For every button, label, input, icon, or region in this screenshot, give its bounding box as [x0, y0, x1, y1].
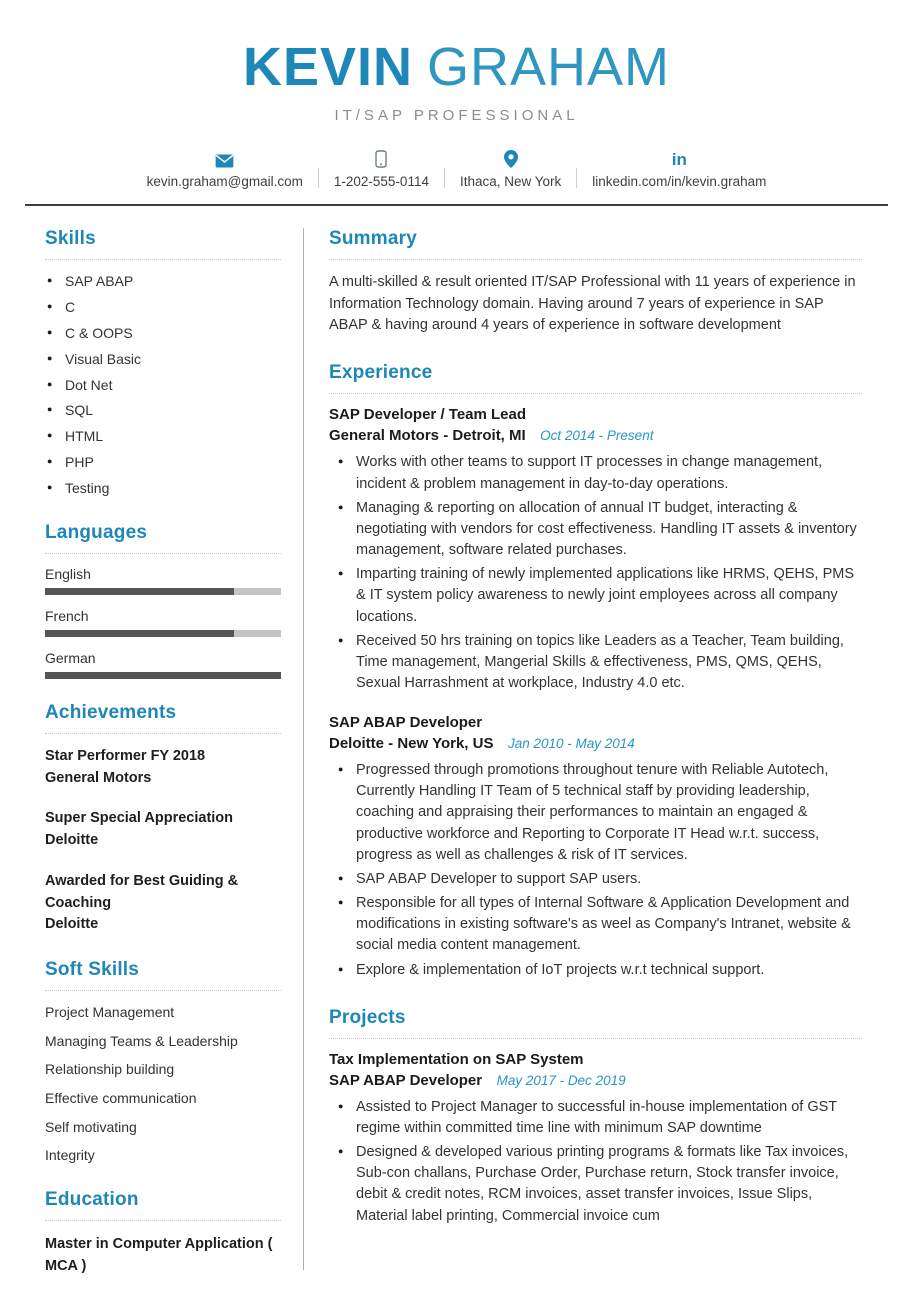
contact-linkedin	[577, 150, 781, 189]
contact-email-text: kevin.graham@gmail.com	[146, 174, 303, 190]
location-icon	[504, 150, 518, 168]
soft-skill-item: Integrity	[45, 1147, 95, 1164]
content-columns	[0, 206, 913, 1275]
job-title: SAP Developer / Team Lead	[329, 406, 527, 424]
skill-item: ● PHP	[45, 453, 281, 473]
soft-skill-item: Self motivating	[45, 1118, 137, 1135]
project-bullet: ● Designed & developed various printing programs & formats like Tax invoices, Sub-con challans, Purchase Order, Purchase return, Stock transfer invoice, debit & credit notes, RCM invoices, asset transfer invoices, Issue Slips, Material label printing, Commercial invoice cum	[329, 1142, 862, 1227]
skill-item: ● SAP ABAP	[45, 272, 281, 292]
achievements-section	[45, 702, 281, 936]
phone-icon	[375, 150, 387, 168]
soft-skills-section	[45, 959, 281, 1166]
experience-entry	[329, 714, 862, 981]
last-name: GRAHAM	[427, 37, 671, 97]
job-bullet: ● Responsible for all types of Internal Software & Application Development and modifications in existing software's as weel as Company's Intranet, website & social media content management.	[329, 893, 862, 956]
achievement-title: Star Performer FY 2018	[45, 747, 206, 764]
soft-skill-item: Relationship building	[45, 1061, 175, 1078]
contact-email	[132, 150, 318, 189]
achievement-title: Awarded for Best Guiding & Coaching	[45, 872, 239, 911]
achievement-item	[45, 808, 281, 852]
skill-item: ● C & OOPS	[45, 324, 281, 344]
skill-item: ● Visual Basic	[45, 350, 281, 370]
contact-location-text: Ithaca, New York	[459, 174, 562, 190]
soft-skill-item: Managing Teams & Leadership	[45, 1032, 238, 1049]
job-bullet: ● Progressed through promotions throughout tenure with Reliable Autotech, Currently Handling IT Team of 5 technical staff by providing leadership, coaching and appraising their performances to maintain an engaged & productive workforce and Reporting to Corporate IT Head w.r.t. success, progress as well as challenges & risk of IT services.	[329, 760, 862, 866]
language-level-fill	[45, 630, 234, 637]
candidate-name	[0, 37, 913, 97]
project-role: SAP ABAP Developer	[329, 1071, 483, 1089]
project-entry	[329, 1051, 862, 1227]
job-bullet: ● Imparting training of newly implemented applications like HRMS, QEHS, PMS & IT system policy awareness to newly joint employees across all company locations.	[329, 564, 862, 627]
main-column	[304, 228, 888, 1270]
projects-heading: Projects	[329, 1007, 862, 1039]
achievement-org: Deloitte	[45, 832, 99, 849]
job-bullet: ● Works with other teams to support IT processes in change management, incident & problem management in day-to-day operations.	[329, 452, 862, 494]
header	[0, 0, 913, 189]
project-dates: May 2017 - Dec 2019	[496, 1072, 626, 1088]
soft-skills-list	[45, 1003, 281, 1166]
achievement-title: Super Special Appreciation	[45, 810, 234, 827]
language-level-bar	[45, 588, 281, 595]
job-bullet: ● Received 50 hrs training on topics like Leaders as a Teacher, Team building, Time management, Mangerial Skills & effectiveness, PMS, QMS, QEHS, Sexual Harrashment at workplace, Industry 4.0 etc.	[329, 631, 862, 694]
skill-item: ● Testing	[45, 479, 281, 499]
job-company: Deloitte - New York, US	[329, 735, 494, 753]
soft-skills-heading: Soft Skills	[45, 959, 281, 991]
contact-phone-text: 1-202-555-0114	[333, 174, 429, 190]
job-subline	[329, 427, 862, 445]
skills-list	[45, 272, 281, 499]
skills-heading: Skills	[45, 228, 281, 260]
email-icon	[215, 150, 234, 168]
summary-section	[329, 228, 862, 336]
language-name: English	[45, 565, 91, 582]
job-title: SAP ABAP Developer	[329, 714, 483, 732]
contact-bar	[0, 150, 913, 189]
achievement-item	[45, 871, 281, 936]
contact-linkedin-text: linkedin.com/in/kevin.graham	[592, 174, 767, 190]
job-bullet: ● SAP ABAP Developer to support SAP users.	[329, 869, 862, 890]
languages-heading: Languages	[45, 522, 281, 554]
education-section	[45, 1189, 281, 1278]
skill-item: ● HTML	[45, 427, 281, 447]
skills-section	[45, 228, 281, 499]
contact-location	[445, 150, 576, 189]
experience-section	[329, 362, 862, 980]
education-degree: Master in Computer Application ( MCA )	[45, 1235, 273, 1275]
summary-text: A multi-skilled & result oriented IT/SAP Professional with 11 years of experience in Information Technology domain. Having around 7 years of experience in SAP ABAP & having around 4 years of experience in software development	[329, 274, 856, 333]
education-heading: Education	[45, 1189, 281, 1221]
project-bullet-list	[329, 1097, 862, 1227]
languages-section	[45, 522, 281, 679]
achievement-org: General Motors	[45, 769, 152, 786]
language-name: French	[45, 607, 89, 624]
language-level-bar	[45, 672, 281, 679]
job-bullet: ● Explore & implementation of IoT projects w.r.t technical support.	[329, 960, 862, 981]
achievement-item	[45, 746, 281, 790]
first-name: KEVIN	[242, 37, 414, 97]
project-bullet: ● Assisted to Project Manager to successful in-house implementation of GST regime within committed time line with minimum SAP downtime	[329, 1097, 862, 1139]
contact-phone	[319, 150, 444, 189]
project-title: Tax Implementation on SAP System	[329, 1050, 584, 1068]
skill-item: ● SQL	[45, 401, 281, 421]
soft-skill-item: Effective communication	[45, 1089, 197, 1106]
language-item	[45, 566, 281, 595]
project-subline	[329, 1072, 862, 1090]
job-company: General Motors - Detroit, MI	[329, 427, 526, 445]
sidebar	[45, 228, 281, 1275]
job-bullet-list	[329, 452, 862, 694]
job-dates: Oct 2014 - Present	[540, 428, 654, 444]
experience-entry	[329, 406, 862, 694]
achievement-org: Deloitte	[45, 916, 99, 933]
language-name: German	[45, 649, 96, 666]
projects-section	[329, 1007, 862, 1227]
skill-item: ● C	[45, 298, 281, 318]
experience-heading: Experience	[329, 362, 862, 394]
job-dates: Jan 2010 - May 2014	[507, 736, 635, 752]
language-level-bar	[45, 630, 281, 637]
skill-item: ● Dot Net	[45, 376, 281, 396]
achievements-heading: Achievements	[45, 702, 281, 734]
job-bullet: ● Managing & reporting on allocation of annual IT budget, interacting & negotiating with vendors for cost effectiveness. Handling IT assets & inventory management, software related purchases.	[329, 498, 862, 561]
language-item	[45, 650, 281, 679]
language-item	[45, 608, 281, 637]
language-level-fill	[45, 672, 281, 679]
professional-title: IT/SAP PROFESSIONAL	[334, 107, 579, 125]
job-subline	[329, 735, 862, 753]
linkedin-icon: in	[671, 150, 687, 170]
summary-heading: Summary	[329, 228, 862, 260]
language-level-fill	[45, 588, 234, 595]
job-bullet-list	[329, 760, 862, 981]
soft-skill-item: Project Management	[45, 1004, 175, 1021]
